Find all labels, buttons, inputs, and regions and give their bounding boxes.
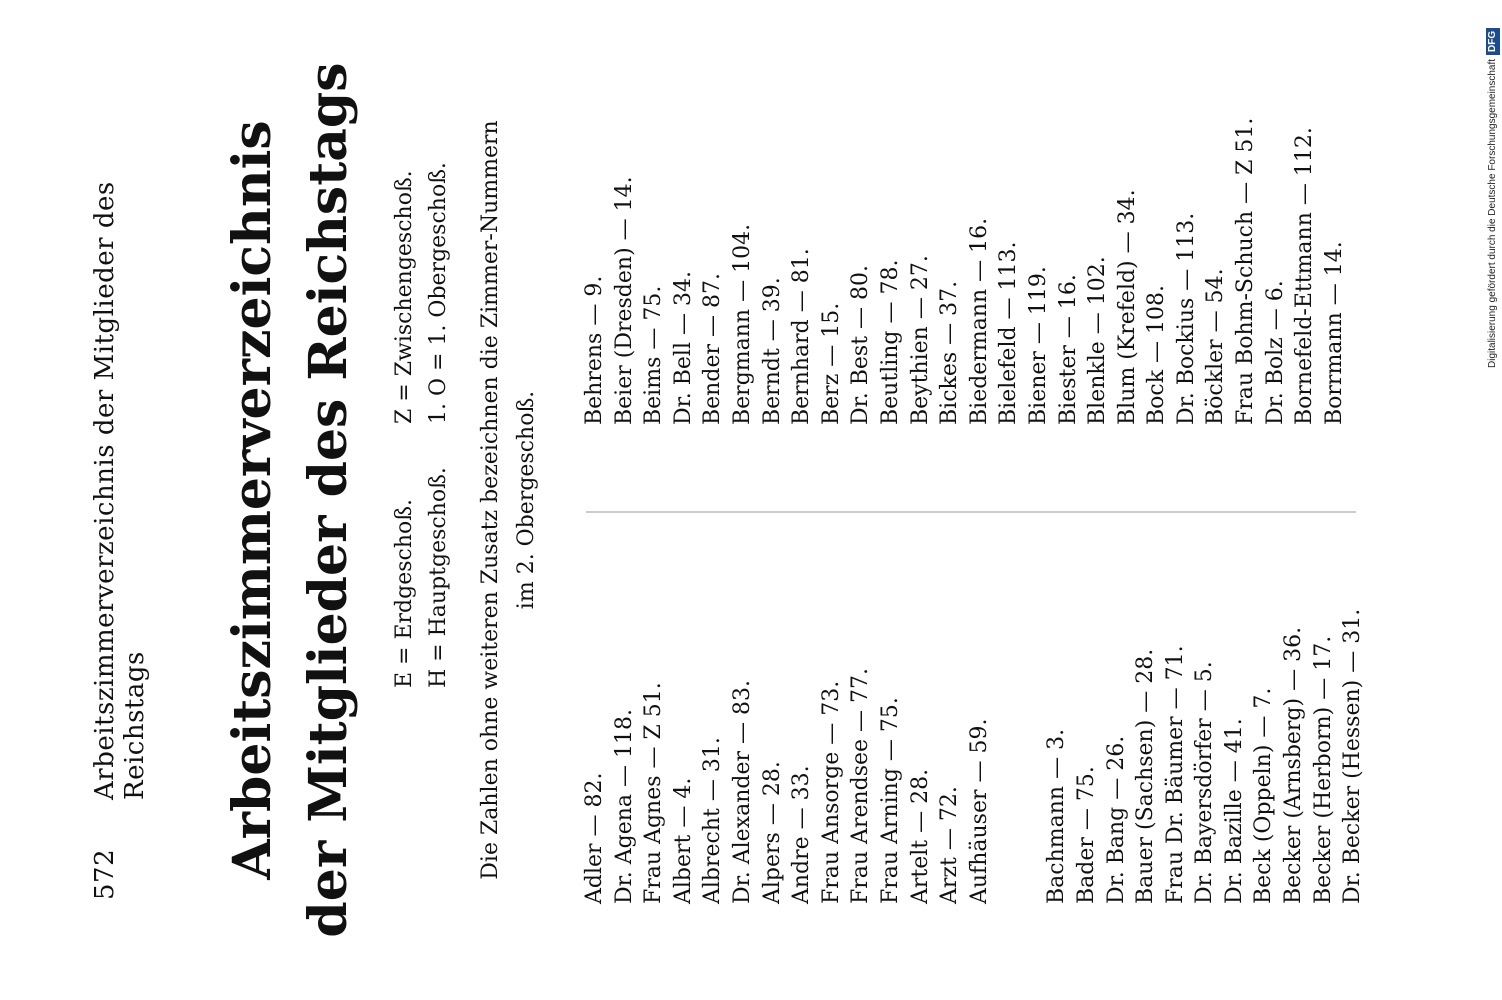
member-entry: Bornefeld-Ettmann — 112. bbox=[1292, 127, 1318, 425]
member-entry: Bender — 87. bbox=[700, 273, 726, 425]
page-title-line-1: Arbeitszimmerverzeichnis bbox=[222, 120, 283, 880]
member-entry: Biener — 119. bbox=[1025, 266, 1051, 425]
member-list-a bbox=[580, 609, 994, 904]
member-entry: Dr. Bayersdörfer — 5. bbox=[1192, 661, 1218, 904]
member-entry: Becker (Arnsberg) — 36. bbox=[1281, 626, 1307, 904]
member-entry: Beythien — 27. bbox=[907, 255, 933, 425]
member-entry: Alpers — 28. bbox=[759, 761, 785, 904]
member-entry: Bader — 75. bbox=[1073, 766, 1099, 904]
note-line-2: im 2. Obergeschoß. bbox=[514, 390, 539, 610]
member-entry: Berz — 15. bbox=[818, 302, 844, 425]
member-entry: Beutling — 78. bbox=[877, 259, 903, 425]
member-entry: Dr. Becker (Hessen) — 31. bbox=[1340, 608, 1366, 904]
member-entry: Böckler — 54. bbox=[1203, 268, 1229, 425]
member-entry: Bernhard — 81. bbox=[789, 248, 815, 425]
member-column-left bbox=[580, 609, 1368, 904]
member-entry: Dr. Bockius — 113. bbox=[1173, 212, 1199, 425]
member-list-be-bo bbox=[580, 118, 1349, 425]
legend-key-1o: 1. O = 1. Obergeschoß. bbox=[426, 162, 451, 424]
note-line-1: Die Zahlen ohne weiteren Zusatz bezeichnen die Zimmer-Nummern bbox=[478, 120, 503, 880]
member-entry: Dr. Alexander — 83. bbox=[729, 680, 755, 904]
legend-key-z: Z = Zwischengeschoß. bbox=[392, 170, 417, 424]
floor-legend bbox=[392, 0, 462, 1000]
section-gap bbox=[994, 609, 1042, 904]
member-entry: Dr. Bolz — 6. bbox=[1262, 280, 1288, 425]
member-entry: Beims — 75. bbox=[641, 285, 667, 425]
member-column-right bbox=[580, 118, 1349, 425]
member-entry: Berndt — 39. bbox=[759, 277, 785, 425]
member-entry: Biedermann — 16. bbox=[966, 217, 992, 425]
member-entry: Frau Ansorge — 73. bbox=[818, 680, 844, 904]
legend-key-h: H = Hauptgeschoß. bbox=[426, 467, 451, 688]
member-entry: Andre — 33. bbox=[789, 765, 815, 904]
member-entry: Aufhäuser — 59. bbox=[966, 718, 992, 904]
member-entry: Frau Arendsee — 77. bbox=[848, 667, 874, 904]
member-entry: Frau Arning — 75. bbox=[877, 697, 903, 904]
running-title: Arbeitszimmerverzeichnis der Mitglieder des Reichstags bbox=[90, 181, 150, 800]
member-entry: Borrmann — 14. bbox=[1321, 241, 1347, 425]
member-entry: Beier (Dresden) — 14. bbox=[611, 176, 637, 425]
member-entry: Blum (Krefeld) — 34. bbox=[1114, 189, 1140, 425]
column-divider bbox=[586, 511, 1356, 513]
member-entry: Dr. Agena — 118. bbox=[611, 709, 637, 904]
credit-text: Digitalisierung gefördert durch die Deutsche Forschungsgemeinschaft bbox=[1487, 58, 1498, 368]
member-entry: Artelt — 28. bbox=[907, 768, 933, 904]
dfg-logo: DFG bbox=[1486, 28, 1500, 55]
member-entry: Behrens — 9. bbox=[582, 275, 607, 425]
member-entry: Dr. Best — 80. bbox=[848, 264, 874, 425]
member-entry: Dr. Bazille — 41. bbox=[1221, 718, 1247, 904]
member-entry: Albert — 4. bbox=[670, 777, 696, 904]
member-entry: Bergmann — 104. bbox=[729, 223, 755, 425]
member-entry: Bock — 108. bbox=[1144, 284, 1170, 425]
member-entry: Dr. Bell — 34. bbox=[670, 271, 696, 425]
member-entry: Albrecht — 31. bbox=[700, 737, 726, 904]
digitization-credit bbox=[1486, 8, 1500, 368]
page-title-line-2: der Mitglieder des Reichstags bbox=[298, 62, 359, 938]
member-entry: Becker (Herborn) — 17. bbox=[1310, 635, 1336, 904]
member-entry: Beck (Oppeln) — 7. bbox=[1251, 687, 1277, 904]
member-entry: Adler — 82. bbox=[582, 772, 607, 904]
member-entry: Bachmann — 3. bbox=[1044, 728, 1070, 904]
member-entry: Bickes — 37. bbox=[937, 280, 963, 425]
member-entry: Frau Dr. Bäumer — 71. bbox=[1162, 645, 1188, 904]
member-entry: Frau Bohm-Schuch — Z 51. bbox=[1233, 117, 1259, 425]
member-entry: Frau Agnes — Z 51. bbox=[641, 682, 667, 904]
member-entry: Arzt — 72. bbox=[937, 786, 963, 904]
member-entry: Dr. Bang — 26. bbox=[1103, 735, 1129, 904]
member-entry: Blenkle — 102. bbox=[1085, 256, 1111, 425]
member-list-b bbox=[1042, 609, 1368, 904]
running-head bbox=[86, 40, 150, 900]
member-entry: Bielefeld — 113. bbox=[996, 241, 1022, 425]
page-number: 572 bbox=[90, 848, 120, 900]
legend-key-e: E = Erdgeschoß. bbox=[392, 499, 417, 688]
member-entry: Bauer (Sachsen) — 28. bbox=[1133, 648, 1159, 904]
member-entry: Biester — 16. bbox=[1055, 274, 1081, 425]
